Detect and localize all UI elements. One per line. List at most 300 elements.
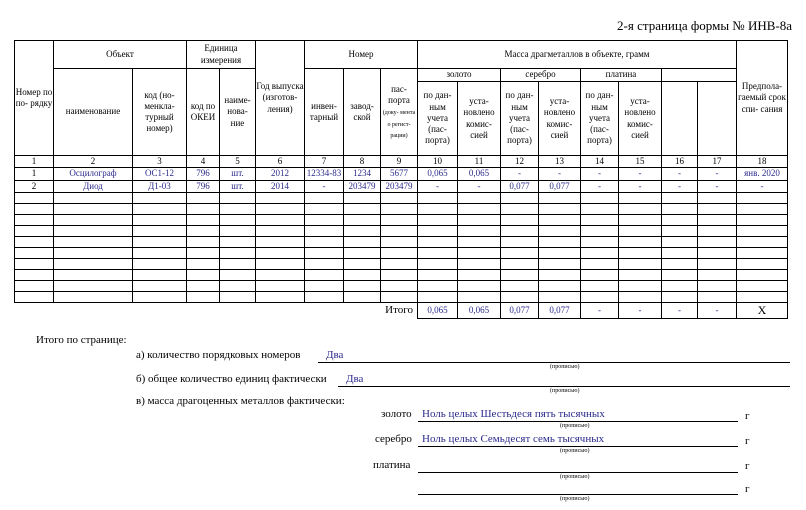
header-code-okei: код по ОКЕИ	[187, 69, 220, 156]
table-cell: шт.	[220, 168, 256, 180]
empty-cell	[256, 225, 305, 236]
empty-cell	[619, 192, 662, 203]
inventory-table	[14, 40, 788, 319]
empty-cell	[619, 291, 662, 302]
empty-cell	[220, 280, 256, 291]
empty-cell	[458, 269, 501, 280]
table-row	[15, 168, 788, 180]
empty-cell	[458, 214, 501, 225]
empty-cell	[737, 258, 788, 269]
table-cell: 2	[15, 180, 54, 192]
empty-cell	[418, 214, 458, 225]
header-gold: золото	[418, 69, 501, 82]
empty-cell	[54, 214, 133, 225]
footer-b-value: Два	[346, 373, 364, 385]
footer-silver-caption: (прописью)	[560, 448, 590, 454]
empty-cell	[501, 247, 539, 258]
empty-cell	[220, 203, 256, 214]
empty-row	[15, 236, 788, 247]
column-number: 7	[305, 156, 344, 168]
table-cell: 0,077	[539, 180, 581, 192]
empty-cell	[619, 247, 662, 258]
footer-gold-value: Ноль целых Шестьдеся пять тысячных	[422, 408, 605, 420]
empty-cell	[256, 192, 305, 203]
empty-cell	[344, 203, 381, 214]
empty-cell	[581, 291, 619, 302]
itogo-row	[15, 302, 788, 318]
table-cell: 203479	[381, 180, 418, 192]
empty-cell	[187, 214, 220, 225]
empty-cell	[305, 258, 344, 269]
table-cell: -	[501, 168, 539, 180]
empty-cell	[619, 203, 662, 214]
empty-cell	[344, 269, 381, 280]
empty-cell	[54, 291, 133, 302]
empty-cell	[418, 236, 458, 247]
header-number: Номер по по- рядку	[15, 41, 54, 156]
empty-cell	[619, 225, 662, 236]
empty-cell	[619, 214, 662, 225]
empty-cell	[737, 192, 788, 203]
table-cell: ОС1-12	[133, 168, 187, 180]
empty-cell	[698, 225, 737, 236]
table-cell: -	[305, 180, 344, 192]
column-number: 9	[381, 156, 418, 168]
footer-silver-unit: г	[745, 435, 750, 447]
empty-row	[15, 203, 788, 214]
empty-cell	[418, 291, 458, 302]
empty-cell	[344, 247, 381, 258]
empty-cell	[501, 214, 539, 225]
empty-cell	[54, 247, 133, 258]
header-extra	[662, 69, 737, 82]
empty-cell	[256, 258, 305, 269]
column-number: 3	[133, 156, 187, 168]
empty-cell	[256, 291, 305, 302]
footer-b-line	[338, 386, 790, 387]
header-gold-record: по дан- ным учета (пас- порта)	[418, 82, 458, 156]
empty-cell	[737, 291, 788, 302]
empty-cell	[581, 192, 619, 203]
empty-cell	[344, 192, 381, 203]
empty-cell	[501, 192, 539, 203]
table-cell: -	[581, 180, 619, 192]
empty-cell	[501, 258, 539, 269]
empty-cell	[15, 247, 54, 258]
footer-platinum-unit: г	[745, 460, 750, 472]
footer-platinum-caption: (прописью)	[560, 474, 590, 480]
header-inventory: инвен- тарный	[305, 69, 344, 156]
table-cell: 0,077	[501, 180, 539, 192]
empty-cell	[539, 192, 581, 203]
empty-cell	[15, 280, 54, 291]
table-cell: Д1-03	[133, 180, 187, 192]
column-number: 15	[619, 156, 662, 168]
empty-cell	[418, 192, 458, 203]
header-platinum-commission: уста- новлено комис- сией	[619, 82, 662, 156]
empty-cell	[418, 258, 458, 269]
empty-cell	[539, 280, 581, 291]
empty-cell	[381, 192, 418, 203]
empty-cell	[737, 225, 788, 236]
empty-cell	[581, 269, 619, 280]
empty-cell	[344, 258, 381, 269]
empty-cell	[256, 280, 305, 291]
empty-cell	[662, 203, 698, 214]
empty-cell	[458, 225, 501, 236]
header-name: наименование	[54, 69, 133, 156]
itogo-last: Х	[737, 302, 788, 318]
form-title: 2-я страница формы № ИНВ-8а	[617, 18, 792, 33]
empty-cell	[581, 247, 619, 258]
empty-cell	[501, 203, 539, 214]
empty-row	[15, 291, 788, 302]
empty-cell	[501, 236, 539, 247]
empty-cell	[305, 214, 344, 225]
empty-cell	[256, 214, 305, 225]
table-cell: 5677	[381, 168, 418, 180]
footer-gold-label: золото	[381, 408, 412, 420]
header-extra-2	[698, 82, 737, 156]
footer-gold-unit: г	[745, 410, 750, 422]
column-number-row	[15, 156, 788, 168]
footer-gold-caption: (прописью)	[560, 423, 590, 429]
itogo-value: 0,077	[539, 302, 581, 318]
table-cell: -	[662, 180, 698, 192]
header-year: Год выпуска (изготов- ления)	[256, 41, 305, 156]
empty-cell	[381, 269, 418, 280]
empty-cell	[187, 258, 220, 269]
itogo-value: -	[619, 302, 662, 318]
empty-cell	[698, 291, 737, 302]
column-number: 5	[220, 156, 256, 168]
column-number: 17	[698, 156, 737, 168]
empty-cell	[698, 269, 737, 280]
header-unit-name: наиме- нова- ние	[220, 69, 256, 156]
column-number: 13	[539, 156, 581, 168]
empty-cell	[458, 203, 501, 214]
header-code-nom: код (но- менкла- турный номер)	[133, 69, 187, 156]
empty-cell	[15, 269, 54, 280]
footer-gold-line	[418, 421, 738, 422]
table-cell: 1234	[344, 168, 381, 180]
empty-cell	[133, 291, 187, 302]
empty-cell	[662, 258, 698, 269]
column-number: 6	[256, 156, 305, 168]
table-cell: 0,065	[458, 168, 501, 180]
empty-cell	[305, 291, 344, 302]
empty-cell	[305, 203, 344, 214]
empty-cell	[662, 214, 698, 225]
empty-cell	[619, 269, 662, 280]
itogo-label: Итого	[385, 303, 413, 316]
empty-cell	[256, 269, 305, 280]
table-cell: -	[698, 168, 737, 180]
table-cell: 796	[187, 168, 220, 180]
table-cell: -	[698, 180, 737, 192]
empty-cell	[418, 269, 458, 280]
empty-cell	[344, 225, 381, 236]
table-cell: 12334-83	[305, 168, 344, 180]
table-cell: 2014	[256, 180, 305, 192]
footer-extra-caption: (прописью)	[560, 496, 590, 502]
table-cell: -	[418, 180, 458, 192]
empty-cell	[581, 203, 619, 214]
table-cell: янв. 2020	[737, 168, 788, 180]
table-cell: 2012	[256, 168, 305, 180]
empty-cell	[662, 291, 698, 302]
itogo-value: -	[581, 302, 619, 318]
footer-a-line	[318, 362, 790, 363]
empty-cell	[54, 203, 133, 214]
empty-cell	[418, 280, 458, 291]
table-cell: Диод	[54, 180, 133, 192]
empty-cell	[133, 236, 187, 247]
empty-cell	[15, 258, 54, 269]
empty-cell	[418, 225, 458, 236]
table-cell: шт.	[220, 180, 256, 192]
column-number: 18	[737, 156, 788, 168]
empty-cell	[539, 236, 581, 247]
empty-cell	[619, 258, 662, 269]
empty-cell	[305, 225, 344, 236]
empty-cell	[187, 192, 220, 203]
itogo-value: -	[662, 302, 698, 318]
table-cell: -	[581, 168, 619, 180]
header-passport	[381, 69, 418, 156]
empty-cell	[737, 203, 788, 214]
empty-cell	[698, 280, 737, 291]
empty-cell	[133, 214, 187, 225]
empty-cell	[698, 203, 737, 214]
empty-cell	[15, 192, 54, 203]
empty-cell	[187, 269, 220, 280]
empty-cell	[305, 236, 344, 247]
empty-cell	[54, 280, 133, 291]
header-factory: завод- ской	[344, 69, 381, 156]
empty-cell	[381, 280, 418, 291]
header-silver: серебро	[501, 69, 581, 82]
empty-cell	[220, 192, 256, 203]
empty-cell	[344, 280, 381, 291]
empty-cell	[737, 280, 788, 291]
empty-cell	[581, 280, 619, 291]
empty-cell	[344, 291, 381, 302]
header-gold-commission: уста- новлено комис- сией	[458, 82, 501, 156]
empty-cell	[662, 225, 698, 236]
empty-cell	[187, 203, 220, 214]
empty-cell	[220, 247, 256, 258]
empty-cell	[305, 247, 344, 258]
empty-cell	[187, 291, 220, 302]
empty-cell	[381, 225, 418, 236]
empty-cell	[458, 258, 501, 269]
footer-b-label: б) общее количество единиц фактически	[136, 373, 327, 385]
empty-cell	[539, 291, 581, 302]
empty-row	[15, 258, 788, 269]
itogo-value: 0,065	[418, 302, 458, 318]
footer-a-value: Два	[326, 349, 344, 361]
empty-cell	[539, 269, 581, 280]
table-cell: 796	[187, 180, 220, 192]
empty-cell	[581, 236, 619, 247]
empty-cell	[662, 192, 698, 203]
empty-row	[15, 192, 788, 203]
empty-row	[15, 280, 788, 291]
empty-cell	[501, 225, 539, 236]
empty-cell	[662, 269, 698, 280]
footer-c-label: в) масса драгоценных металлов фактически:	[136, 395, 345, 407]
header-platinum: платина	[581, 69, 662, 82]
column-number: 16	[662, 156, 698, 168]
empty-cell	[381, 236, 418, 247]
empty-cell	[187, 280, 220, 291]
header-mass: Масса драгметаллов в объекте, грамм	[418, 41, 737, 69]
empty-cell	[737, 214, 788, 225]
header-writeoff: Предпола- гаемый срок спи- сания	[737, 41, 788, 156]
table-cell: -	[619, 180, 662, 192]
header-passport-note: (доку- мента о регист- рации)	[382, 110, 416, 139]
footer-a-label: а) количество порядковых номеров	[136, 349, 301, 361]
empty-cell	[220, 236, 256, 247]
empty-cell	[698, 236, 737, 247]
empty-cell	[15, 225, 54, 236]
empty-cell	[539, 225, 581, 236]
table-cell: -	[458, 180, 501, 192]
footer-b-caption: (прописью)	[550, 388, 580, 394]
empty-cell	[737, 269, 788, 280]
table-cell: 203479	[344, 180, 381, 192]
column-number: 4	[187, 156, 220, 168]
header-number-group: Номер	[305, 41, 418, 69]
column-number: 11	[458, 156, 501, 168]
empty-cell	[501, 280, 539, 291]
empty-cell	[662, 236, 698, 247]
empty-cell	[133, 225, 187, 236]
empty-cell	[305, 280, 344, 291]
empty-cell	[737, 236, 788, 247]
itogo-value: -	[698, 302, 737, 318]
empty-cell	[698, 214, 737, 225]
empty-cell	[133, 247, 187, 258]
footer-platinum-label: платина	[373, 459, 411, 471]
empty-cell	[54, 258, 133, 269]
empty-cell	[698, 192, 737, 203]
itogo-value: 0,065	[458, 302, 501, 318]
empty-cell	[256, 236, 305, 247]
empty-cell	[133, 269, 187, 280]
empty-cell	[220, 258, 256, 269]
table-cell: -	[737, 180, 788, 192]
empty-cell	[133, 258, 187, 269]
empty-cell	[256, 203, 305, 214]
header-silver-commission: уста- новлено комис- сией	[539, 82, 581, 156]
footer-extra-line	[418, 494, 738, 495]
empty-cell	[220, 225, 256, 236]
empty-row	[15, 269, 788, 280]
empty-cell	[581, 214, 619, 225]
empty-cell	[458, 236, 501, 247]
empty-cell	[418, 247, 458, 258]
empty-cell	[381, 214, 418, 225]
empty-cell	[539, 214, 581, 225]
column-number: 14	[581, 156, 619, 168]
empty-cell	[458, 291, 501, 302]
table-cell: -	[662, 168, 698, 180]
empty-cell	[581, 258, 619, 269]
header-extra-1	[662, 82, 698, 156]
empty-cell	[662, 280, 698, 291]
table-cell: -	[539, 168, 581, 180]
empty-cell	[501, 291, 539, 302]
empty-cell	[15, 236, 54, 247]
empty-cell	[737, 247, 788, 258]
column-number: 1	[15, 156, 54, 168]
empty-cell	[539, 203, 581, 214]
table-cell: Осцилограф	[54, 168, 133, 180]
footer-silver-line	[418, 446, 738, 447]
empty-cell	[305, 269, 344, 280]
empty-cell	[539, 247, 581, 258]
empty-cell	[133, 280, 187, 291]
empty-row	[15, 225, 788, 236]
empty-cell	[15, 214, 54, 225]
empty-cell	[220, 291, 256, 302]
empty-cell	[305, 192, 344, 203]
footer-extra-unit: г	[745, 483, 750, 495]
empty-cell	[54, 192, 133, 203]
footer-silver-value: Ноль целых Семьдесят семь тысячных	[422, 433, 605, 445]
empty-cell	[15, 291, 54, 302]
empty-cell	[187, 247, 220, 258]
empty-cell	[220, 269, 256, 280]
empty-cell	[418, 203, 458, 214]
table-cell: 1	[15, 168, 54, 180]
column-number: 10	[418, 156, 458, 168]
empty-cell	[698, 258, 737, 269]
empty-row	[15, 214, 788, 225]
empty-cell	[54, 269, 133, 280]
empty-cell	[539, 258, 581, 269]
empty-cell	[381, 291, 418, 302]
empty-cell	[187, 225, 220, 236]
empty-cell	[458, 280, 501, 291]
empty-cell	[133, 203, 187, 214]
empty-cell	[581, 225, 619, 236]
footer-platinum-line	[418, 472, 738, 473]
empty-cell	[381, 258, 418, 269]
table-cell: -	[619, 168, 662, 180]
footer-title: Итого по странице:	[36, 334, 127, 346]
column-number: 2	[54, 156, 133, 168]
column-number: 12	[501, 156, 539, 168]
table-cell: 0,065	[418, 168, 458, 180]
empty-cell	[381, 203, 418, 214]
empty-cell	[220, 214, 256, 225]
empty-cell	[344, 214, 381, 225]
header-passport-label: пас- порта	[388, 83, 410, 105]
header-unit: Единица измерения	[187, 41, 256, 69]
header-platinum-record: по дан- ным учета (пас- порта)	[581, 82, 619, 156]
empty-cell	[501, 269, 539, 280]
empty-cell	[54, 225, 133, 236]
empty-cell	[662, 247, 698, 258]
empty-cell	[619, 236, 662, 247]
empty-cell	[15, 203, 54, 214]
table-row	[15, 180, 788, 192]
empty-cell	[54, 236, 133, 247]
empty-cell	[187, 236, 220, 247]
